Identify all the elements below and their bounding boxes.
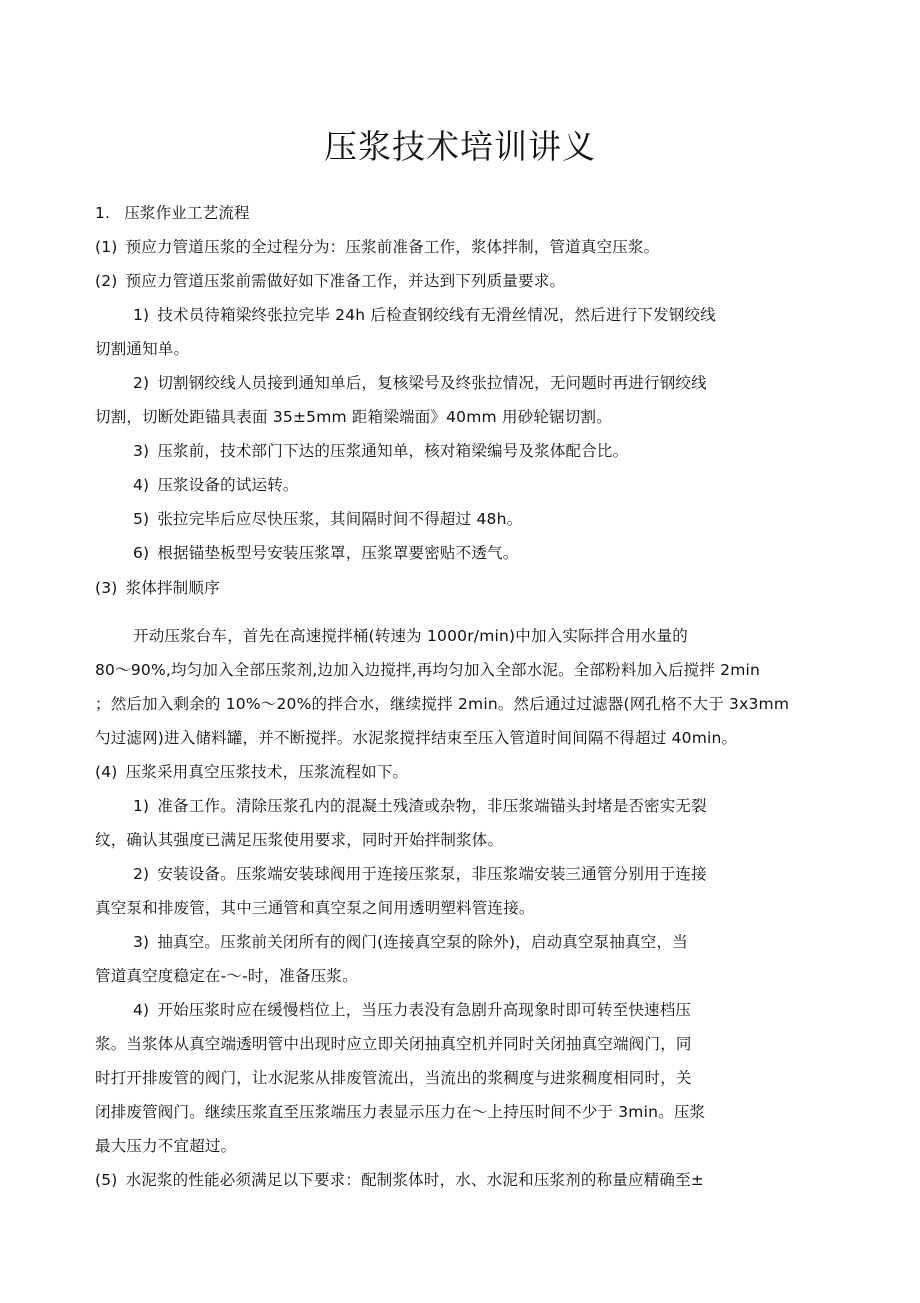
list-item-4-2-continued: 真空泵和排废管，其中三通管和真空泵之间用透明塑料管连接。 — [95, 899, 535, 917]
list-item-text: 压浆设备的试运转。 — [157, 476, 299, 494]
paragraph-4 — [95, 762, 408, 782]
mixing-body-line-3: ；然后加入剩余的 10%～20%的拌合水，继续搅拌 2min。然后通过过滤器(网孔格不大于 3x3mm — [95, 695, 790, 713]
list-item-text: 技术员待箱梁终张拉完毕 24h 后检查钢绞线有无滑丝情况，然后进行下发钢绞线 — [157, 306, 716, 324]
list-item-4-2 — [133, 864, 707, 884]
paragraph-number: (1) — [95, 238, 118, 256]
list-item-4-4-line-4: 闭排废管阀门。继续压浆直至压浆端压力表显示压力在～上持压时间不少于 3min。压浆 — [95, 1103, 706, 1121]
mixing-body-line-2: 80～90%,均匀加入全部压浆剂,边加入边搅拌,再均匀加入全部水泥。全部粉料加入后搅拌 2min — [95, 661, 761, 679]
paragraph-text: 压浆采用真空压浆技术，压浆流程如下。 — [125, 763, 409, 781]
list-item-2-5 — [133, 509, 522, 529]
paragraph-text: 预应力管道压浆的全过程分为：压浆前准备工作，浆体拌制，管道真空压浆。 — [125, 238, 660, 256]
list-item-4-4-line-2: 浆。当浆体从真空端透明管中出现时应立即关闭抽真空机并同时关闭抽真空端阀门，同 — [95, 1035, 692, 1053]
paragraph-2 — [95, 271, 565, 291]
paragraph-3 — [95, 578, 220, 598]
list-item-text: 张拉完毕后应尽快压浆，其间隔时间不得超过 48h。 — [157, 510, 523, 528]
list-item-4-3-continued: 管道真空度稳定在-～-时，准备压浆。 — [95, 967, 358, 985]
list-item-number: 1) — [133, 306, 150, 324]
list-item-number: 4) — [133, 476, 150, 494]
document-title: 压浆技术培训讲义 — [324, 127, 596, 166]
list-item-2-1 — [133, 305, 716, 325]
list-item-4-1-continued: 纹，确认其强度已满足压浆使用要求，同时开始拌制浆体。 — [95, 831, 504, 849]
list-item-4-4-line-3: 时打开排废管的阀门，让水泥浆从排废管流出，当流出的浆稠度与进浆稠度相同时，关 — [95, 1069, 692, 1087]
list-item-4-4 — [133, 1000, 691, 1020]
list-item-number: 4) — [133, 1001, 150, 1019]
list-item-text: 根据锚垫板型号安装压浆罩，压浆罩要密贴不透气。 — [157, 544, 519, 562]
paragraph-number: (5) — [95, 1171, 118, 1189]
section-heading-text: 压浆作业工艺流程 — [124, 204, 250, 222]
list-item-4-4-line-5: 最大压力不宜超过。 — [95, 1137, 237, 1155]
list-item-2-2 — [133, 373, 707, 393]
paragraph-text: 水泥浆的性能必须满足以下要求：配制浆体时，水、水泥和压浆剂的称量应精确至± — [125, 1171, 704, 1189]
list-item-number: 2) — [133, 865, 150, 883]
paragraph-text: 预应力管道压浆前需做好如下准备工作，并达到下列质量要求。 — [125, 272, 566, 290]
section-heading-1 — [95, 203, 250, 223]
paragraph-1 — [95, 237, 659, 257]
list-item-text: 安装设备。压浆端安装球阀用于连接压浆泵，非压浆端安装三通管分别用于连接 — [157, 865, 707, 883]
list-item-text: 准备工作。清除压浆孔内的混凝土残渣或杂物，非压浆端锚头封堵是否密实无裂 — [157, 797, 707, 815]
list-item-number: 2) — [133, 374, 150, 392]
list-item-2-6 — [133, 543, 518, 563]
paragraph-5 — [95, 1170, 704, 1190]
list-item-number: 3) — [133, 933, 150, 951]
list-item-number: 1) — [133, 797, 150, 815]
paragraph-number: (2) — [95, 272, 118, 290]
list-item-2-2-continued: 切割，切断处距锚具表面 35±5mm 距箱梁端面》40mm 用砂轮锯切割。 — [95, 408, 612, 426]
section-number: 1. — [95, 204, 111, 222]
list-item-2-4 — [133, 475, 299, 495]
paragraph-number: (3) — [95, 579, 118, 597]
paragraph-number: (4) — [95, 763, 118, 781]
paragraph-text: 浆体拌制顺序 — [125, 579, 220, 597]
list-item-4-3 — [133, 932, 688, 952]
mixing-body-line-1: 开动压浆台车，首先在高速搅拌桶(转速为 1000r/min)中加入实际拌合用水量的 — [133, 627, 688, 645]
list-item-text: 开始压浆时应在缓慢档位上，当压力表没有急剧升高现象时即可转至快速档压 — [157, 1001, 692, 1019]
list-item-number: 3) — [133, 442, 150, 460]
list-item-2-1-continued: 切割通知单。 — [95, 340, 190, 358]
list-item-text: 压浆前，技术部门下达的压浆通知单，核对箱梁编号及浆体配合比。 — [157, 442, 629, 460]
list-item-number: 6) — [133, 544, 150, 562]
list-item-4-1 — [133, 796, 707, 816]
list-item-2-3 — [133, 441, 628, 461]
list-item-number: 5) — [133, 510, 150, 528]
mixing-body-line-4: 勺过滤网)进入储料罐，并不断搅拌。水泥浆搅拌结束至压入管道时间间隔不得超过 40min。 — [95, 729, 738, 747]
list-item-text: 切割钢绞线人员接到通知单后，复核梁号及终张拉情况，无问题时再进行钢绞线 — [157, 374, 707, 392]
list-item-text: 抽真空。压浆前关闭所有的阀门(连接真空泵的除外)，启动真空泵抽真空，当 — [157, 933, 688, 951]
